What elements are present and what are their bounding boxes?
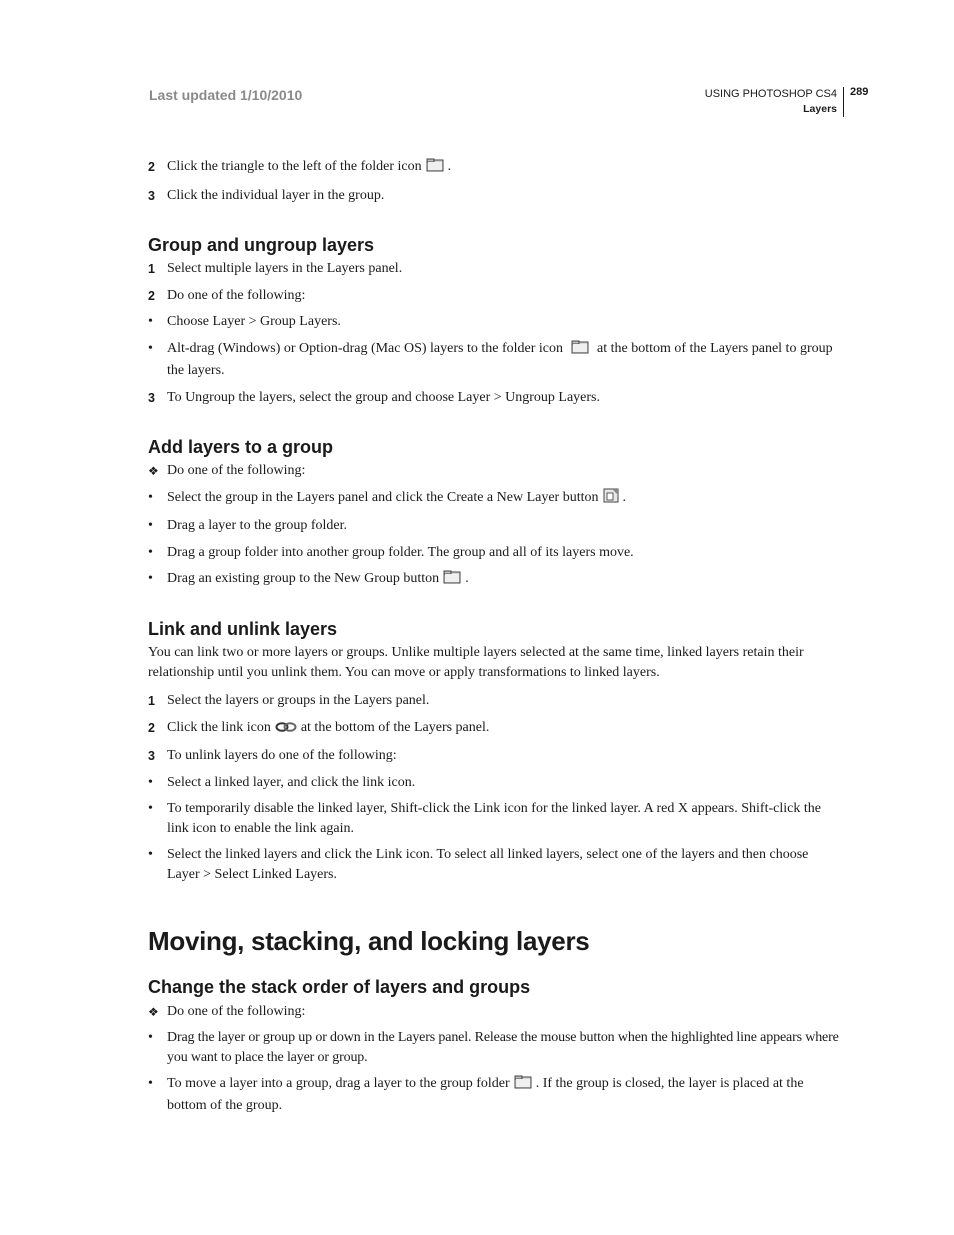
step-number: 2 (148, 160, 155, 174)
last-updated: Last updated 1/10/2010 (149, 87, 303, 103)
bullet-text: Drag the layer or group up or down in the Layers panel. Release the mouse button when the highlighted line appears where you want to place the layer or group. (167, 1030, 839, 1065)
bullet-text: To move a layer into a group, drag a layer to the group folder (167, 1076, 510, 1091)
bullet-item (148, 569, 840, 591)
step-text-end: . (447, 159, 452, 174)
lead-item (148, 461, 840, 481)
doc-title: USING PHOTOSHOP CS4 (704, 88, 837, 100)
lead-item (148, 1002, 840, 1022)
step-text: Select multiple layers in the Layers panel. (167, 261, 403, 276)
heading-add-layers: Add layers to a group (148, 437, 334, 457)
bullet-item (148, 1074, 840, 1116)
step-text: To Ungroup the layers, select the group and choose Layer > Ungroup Layers. (167, 390, 601, 405)
bullet-item (148, 488, 840, 510)
bullet-marker: • (148, 1076, 153, 1091)
bullet-marker: • (148, 801, 153, 816)
lead-text: Do one of the following: (167, 1004, 306, 1019)
folder-icon (571, 340, 589, 361)
step-2 (148, 157, 840, 179)
step-2 (148, 286, 840, 306)
step-2 (148, 718, 840, 740)
bullet-text: Drag an existing group to the New Group button (167, 571, 440, 586)
chapter-heading: Moving, stacking, and locking layers (148, 926, 590, 956)
bullet-text-end: . (465, 571, 469, 586)
step-text: Do one of the following: (167, 288, 306, 303)
step-number: 2 (148, 721, 155, 735)
step-number: 3 (148, 391, 155, 405)
bullet-item (148, 516, 840, 536)
heading-link-unlink: Link and unlink layers (148, 619, 338, 639)
step-1 (148, 691, 840, 711)
step-text: Click the triangle to the left of the folder icon (167, 159, 422, 174)
step-text: Select the layers or groups in the Layers panel. (167, 693, 430, 708)
step-3 (148, 388, 840, 408)
bullet-text: Select a linked layer, and click the link icon. (167, 775, 416, 790)
folder-icon (443, 570, 461, 591)
step-text: Click the individual layer in the group. (167, 188, 385, 203)
bullet-item (148, 339, 840, 381)
step-number: 3 (148, 749, 155, 763)
folder-icon (426, 158, 444, 179)
heading-stack-order: Change the stack order of layers and groups (148, 977, 531, 997)
body-paragraph: You can link two or more layers or groups. Unlike multiple layers selected at the same time, linked layers retain their relationship until you unlink them. You can move or apply transformations to linked layers. (148, 645, 804, 680)
step-number: 2 (148, 289, 155, 303)
bullet-text: Alt-drag (Windows) or Option-drag (Mac OS) layers to the folder icon (167, 341, 563, 356)
step-1 (148, 259, 840, 279)
bullet-item (148, 312, 840, 332)
lead-text: Do one of the following: (167, 463, 306, 478)
step-number: 3 (148, 189, 155, 203)
bullet-marker: • (148, 314, 153, 329)
bullet-text: Select the group in the Layers panel and click the Create a New Layer button (167, 490, 599, 505)
bullet-item (148, 1028, 840, 1068)
diamond-marker: ❖ (148, 464, 159, 478)
bullet-marker: • (148, 341, 153, 356)
page-content (148, 157, 840, 1116)
bullet-marker: • (148, 490, 153, 505)
step-number: 1 (148, 262, 155, 276)
bullet-item (148, 543, 840, 563)
folder-icon (514, 1075, 532, 1096)
bullet-text: Drag a group folder into another group folder. The group and all of its layers move. (167, 545, 634, 560)
step-3 (148, 746, 840, 766)
new-layer-icon (603, 488, 619, 510)
bullet-marker: • (148, 1030, 153, 1045)
step-text: To unlink layers do one of the following: (167, 748, 397, 763)
section-name: Layers (803, 103, 837, 115)
bullet-text: Drag a layer to the group folder. (167, 518, 347, 533)
running-header (705, 87, 844, 117)
bullet-text-end: at the bottom of the Layers panel to group the layers. (167, 341, 833, 378)
step-text: Click the link icon (167, 720, 271, 735)
step-number: 1 (148, 694, 155, 708)
bullet-text: Select the linked layers and click the Link icon. To select all linked layers, select one of the layers and then choose Layer > Select Linked Layers. (167, 847, 809, 882)
step-3 (148, 186, 840, 206)
bullet-text: To temporarily disable the linked layer, Shift-click the Link icon for the linked layer. A red X appears. Shift-click the link icon to enable the link again. (167, 801, 821, 836)
bullet-item (148, 773, 840, 793)
bullet-marker: • (148, 571, 153, 586)
step-text-end: at the bottom of the Layers panel. (300, 720, 490, 735)
bullet-marker: • (148, 545, 153, 560)
bullet-item (148, 799, 840, 839)
bullet-text-end: . If the group is closed, the layer is placed at the bottom of the group. (167, 1076, 804, 1113)
bullet-text: Choose Layer > Group Layers. (167, 314, 341, 329)
bullet-marker: • (148, 775, 153, 790)
bullet-marker: • (148, 518, 153, 533)
heading-group-ungroup: Group and ungroup layers (148, 235, 375, 255)
bullet-item (148, 845, 840, 885)
diamond-marker: ❖ (148, 1005, 159, 1019)
link-icon (275, 720, 297, 740)
bullet-text-end: . (622, 490, 626, 505)
bullet-marker: • (148, 847, 153, 862)
page-number: 289 (850, 86, 869, 98)
